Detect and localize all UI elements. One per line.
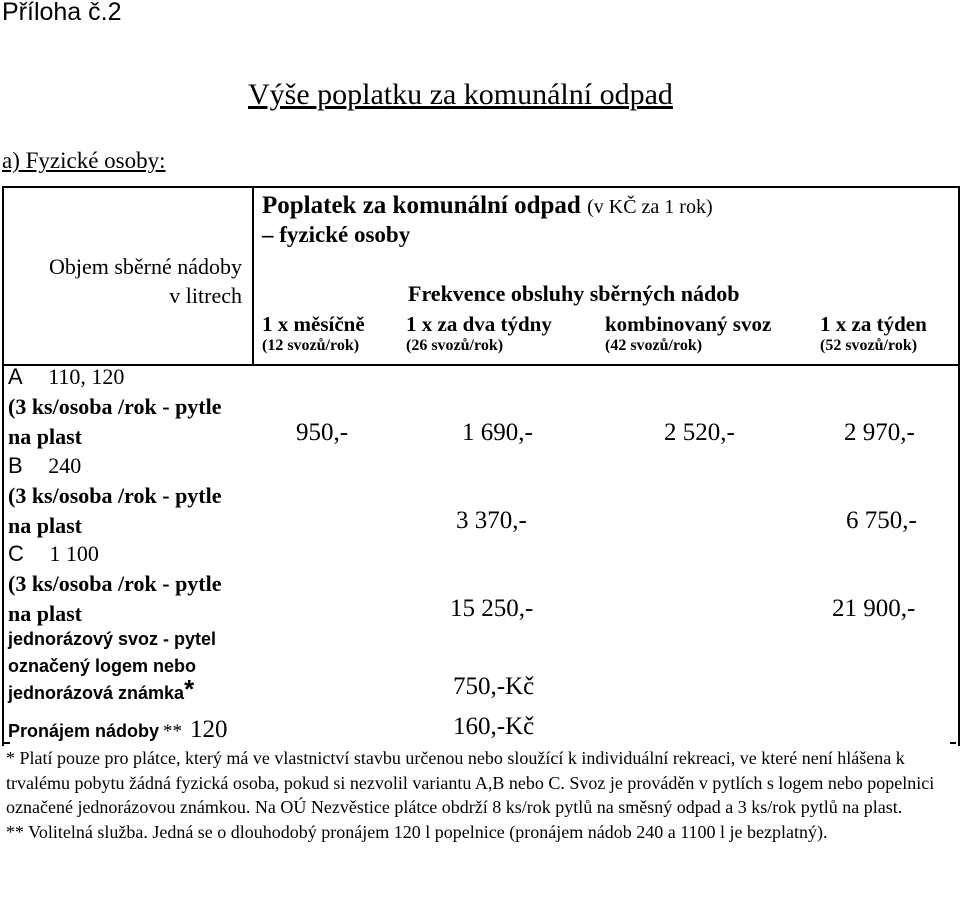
- volume-column-header: [10, 252, 242, 310]
- footnote-single: * Platí pouze pro plátce, který má ve vlastnictví stavbu určenou nebo sloužící k individuální rekreaci, ve které není hlášena k trvalému pobytu žádná fyzická osoba, pokud si nezvolil variantu A,B nebo C. Svoz je prováděn v pytlích s logem nebo popelnici označené jednorázovou známkou. Na OÚ Nezvěstice plátce obdrží 8 ks/rok pytlů na směsný odpad a 3 ks/rok pytlů na plast.: [6, 748, 935, 817]
- row-code: C: [8, 541, 24, 566]
- row-code: B: [8, 453, 23, 478]
- single-line3: [8, 674, 216, 707]
- row-note: (3 ks/osoba /rok - pytle: [8, 483, 222, 508]
- rent-marker: **: [163, 721, 183, 742]
- table-row-label-b: [8, 451, 222, 541]
- column-sublabel: (26 svozů/rok): [406, 337, 504, 354]
- row-note: (3 ks/osoba /rok - pytle: [8, 571, 222, 596]
- row-volume: 240: [48, 453, 82, 478]
- page-title: Výše poplatku za komunální odpad: [248, 78, 673, 111]
- column-label: kombinovaný svoz: [605, 312, 772, 336]
- cell-a-monthly: 950,-: [296, 419, 349, 446]
- footnote-rent: ** Volitelná služba. Jedná se o dlouhodobý pronájem 120 l popelnice (pronájem nádob 240 a 1100 l je bezplatný).: [6, 821, 828, 842]
- column-header-monthly: [262, 311, 365, 355]
- table-row-label-single: [8, 626, 216, 707]
- cell-a-weekly: 2 970,-: [844, 419, 915, 446]
- table-row-label-c: [8, 539, 222, 629]
- footnotes: [6, 746, 946, 844]
- fee-header-unit: (v KČ za 1 rok): [587, 196, 713, 218]
- column-label: 1 x měsíčně: [262, 312, 365, 336]
- cell-a-combined: 2 520,-: [664, 419, 735, 446]
- rent-volume: 120: [190, 716, 228, 743]
- table-row-label-rent: [8, 716, 228, 745]
- single-line3-text: jednorázová známka: [8, 683, 185, 703]
- single-line2: označený logem nebo: [8, 656, 197, 676]
- fee-header: [262, 192, 713, 220]
- frame-foot-right: [950, 742, 956, 744]
- cell-c-biweekly: 15 250,-: [450, 595, 534, 622]
- fee-header-subtitle: – fyzické osoby: [262, 222, 411, 247]
- single-line1: jednorázový svoz - pytel: [8, 629, 217, 649]
- column-header-biweekly: [406, 311, 552, 355]
- row-note-end: na plast: [8, 601, 82, 626]
- cell-single-price: 750,-Kč: [453, 673, 535, 700]
- section-heading: a) Fyzické osoby:: [2, 148, 166, 173]
- column-sublabel: (12 svozů/rok): [262, 337, 360, 354]
- column-header-combined: [605, 311, 771, 355]
- cell-b-weekly: 6 750,-: [846, 507, 917, 534]
- attachment-label: Příloha č.2: [2, 0, 122, 26]
- column-sublabel: (42 svozů/rok): [605, 337, 703, 354]
- row-code: A: [8, 364, 23, 389]
- single-marker: *: [184, 674, 195, 704]
- row-volume: 110, 120: [48, 364, 125, 389]
- row-note: (3 ks/osoba /rok - pytle: [8, 394, 222, 419]
- column-sublabel: (52 svozů/rok): [820, 337, 918, 354]
- cell-rent-price: 160,-Kč: [453, 713, 535, 740]
- cell-c-weekly: 21 900,-: [832, 595, 916, 622]
- frequency-header: Frekvence obsluhy sběrných nádob: [408, 281, 740, 306]
- row-volume-line: [8, 451, 222, 481]
- rent-label: Pronájem nádoby: [8, 721, 160, 741]
- row-volume: 1 100: [49, 541, 99, 566]
- column-label: 1 x za týden: [820, 312, 927, 336]
- row-note-end: na plast: [8, 424, 82, 449]
- table-row-label-a: [8, 362, 222, 452]
- volume-header-line2: v litrech: [169, 283, 242, 308]
- header-divider-vertical: [252, 186, 254, 364]
- cell-a-biweekly: 1 690,-: [462, 419, 533, 446]
- volume-header-line1: Objem sběrné nádoby: [48, 254, 242, 279]
- fee-header-main: Poplatek za komunální odpad: [262, 192, 581, 219]
- row-volume-line: [8, 362, 222, 392]
- column-header-weekly: [820, 311, 927, 355]
- row-note-end: na plast: [8, 513, 82, 538]
- column-label: 1 x za dva týdny: [406, 312, 552, 336]
- row-volume-line: [8, 539, 222, 569]
- cell-b-biweekly: 3 370,-: [456, 507, 527, 534]
